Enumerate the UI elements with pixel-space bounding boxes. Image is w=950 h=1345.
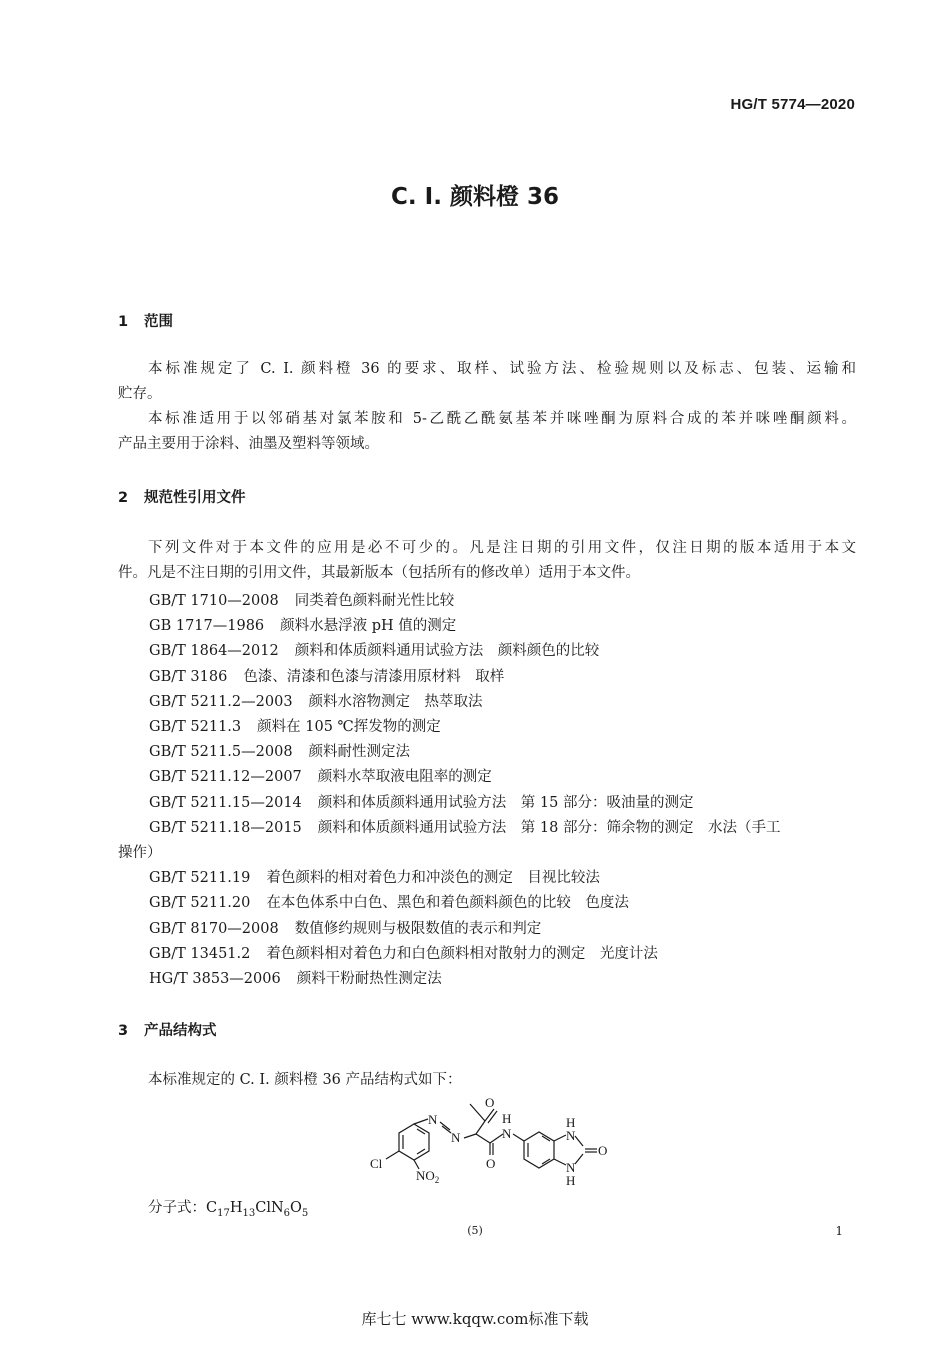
reference-item bbox=[118, 715, 863, 740]
reference-code: GB/T 5211.19 bbox=[149, 870, 251, 887]
reference-title: 数值修约规则与极限数值的表示和判定 bbox=[294, 920, 542, 937]
reference-item bbox=[118, 967, 863, 992]
reference-title: 着色颜料相对着色力和白色颜料相对散射力的测定 光度计法 bbox=[266, 945, 658, 962]
reference-item bbox=[118, 816, 863, 866]
reference-code: GB/T 5211.18—2015 bbox=[149, 819, 302, 836]
reference-code: GB/T 5211.3 bbox=[149, 719, 242, 736]
atom-h-bottom: H bbox=[566, 1173, 576, 1188]
reference-item bbox=[118, 791, 863, 816]
reference-code: GB/T 5211.20 bbox=[149, 895, 251, 912]
reference-item bbox=[118, 690, 863, 715]
page-number: 1 bbox=[835, 1224, 843, 1238]
section-2-number: 2 bbox=[118, 490, 129, 506]
formula-o-count: 5 bbox=[301, 1207, 309, 1219]
reference-item bbox=[118, 917, 863, 942]
reference-item bbox=[118, 665, 863, 690]
formula-n-count: 6 bbox=[283, 1207, 291, 1219]
reference-title: 色漆、清漆和色漆与清漆用原材料 取样 bbox=[243, 668, 505, 685]
reference-code: GB/T 1864—2012 bbox=[149, 643, 279, 660]
reference-code: GB/T 1710—2008 bbox=[149, 593, 279, 609]
atom-no2-label: NO bbox=[416, 1168, 435, 1183]
reference-title: 颜料干粉耐热性测定法 bbox=[296, 971, 442, 988]
formula-h-count: 13 bbox=[242, 1207, 256, 1219]
reference-code: GB/T 5211.2—2003 bbox=[149, 693, 293, 710]
scope-paragraph-1-line-2: 贮存。 bbox=[118, 386, 162, 402]
reference-title: 颜料和体质颜料通用试验方法 第 18 部分：筛余物的测定 水法（手工 bbox=[317, 819, 781, 836]
atom-n-azo-1: N bbox=[428, 1112, 438, 1127]
atom-cl: Cl bbox=[370, 1156, 383, 1171]
download-watermark: 库七七 www.kqqw.com标准下载 bbox=[361, 1310, 589, 1328]
reference-item bbox=[118, 942, 863, 967]
section-1-number: 1 bbox=[118, 314, 129, 330]
reference-item bbox=[118, 740, 863, 765]
structure-intro: 本标准规定的 C. I. 颜料橙 36 产品结构式如下： bbox=[148, 1072, 462, 1088]
formula-c: C bbox=[206, 1200, 218, 1216]
reference-title: 着色颜料的相对着色力和冲淡色的测定 目视比较法 bbox=[266, 870, 600, 887]
chemical-structure bbox=[352, 1092, 622, 1188]
normative-reference-list bbox=[118, 589, 863, 992]
atom-n-azo-2: N bbox=[451, 1130, 461, 1145]
reference-title: 在本色体系中白色、黑色和着色颜料颜色的比较 色度法 bbox=[266, 895, 629, 912]
section-3-title: 产品结构式 bbox=[144, 1023, 217, 1039]
reference-title: 颜料耐性测定法 bbox=[308, 744, 411, 761]
reference-title: 颜料和体质颜料通用试验方法 颜料颜色的比较 bbox=[294, 643, 600, 660]
reference-title: 颜料水悬浮液 pH 值的测定 bbox=[280, 618, 457, 635]
section-3-heading bbox=[118, 1019, 217, 1040]
formula-o: O bbox=[290, 1200, 302, 1216]
formula-c-count: 17 bbox=[217, 1207, 230, 1219]
atom-o-amide: O bbox=[486, 1156, 496, 1171]
section-2-title: 规范性引用文件 bbox=[144, 490, 246, 506]
reference-item bbox=[118, 765, 863, 790]
reference-code: GB/T 5211.15—2014 bbox=[149, 794, 302, 811]
reference-item bbox=[118, 639, 863, 664]
reference-title: 颜料水萃取液电阻率的测定 bbox=[317, 769, 492, 786]
scope-paragraph-1-line-1: 本标准规定了 C. I. 颜料橙 36 的要求、取样、试验方法、检验规则以及标志、包装、运输和 bbox=[148, 361, 856, 377]
reference-item bbox=[118, 891, 863, 916]
atom-no2 bbox=[416, 1168, 439, 1185]
reference-title-continuation: 操作） bbox=[118, 845, 162, 862]
reference-item bbox=[118, 614, 863, 639]
reference-title: 颜料水溶物测定 热萃取法 bbox=[308, 693, 483, 710]
molecular-formula bbox=[148, 1196, 308, 1219]
page-tag: (5) bbox=[467, 1224, 483, 1237]
scope-paragraph-2-line-1: 本标准适用于以邻硝基对氯苯胺和 5-乙酰乙酰氨基苯并咪唑酮为原料合成的苯并咪唑酮颜料。 bbox=[148, 411, 856, 427]
atom-n-amide: N bbox=[502, 1126, 512, 1141]
section-3-number: 3 bbox=[118, 1023, 129, 1039]
formula-h: H bbox=[229, 1200, 243, 1216]
scope-paragraph-2-line-2: 产品主要用于涂料、油墨及塑料等领域。 bbox=[118, 436, 379, 452]
section-2-heading bbox=[118, 486, 246, 507]
references-intro-line-1: 下列文件对于本文件的应用是必不可少的。凡是注日期的引用文件，仅注日期的版本适用于本文 bbox=[148, 540, 856, 556]
reference-item bbox=[118, 589, 863, 614]
formula-prefix: 分子式： bbox=[148, 1200, 206, 1216]
section-1-heading bbox=[118, 310, 173, 331]
section-1-title: 范围 bbox=[144, 314, 173, 330]
atom-h-top: H bbox=[566, 1115, 576, 1130]
reference-code: GB/T 3186 bbox=[149, 668, 228, 685]
document-title: C. I. 颜料橙 36 bbox=[391, 184, 559, 210]
reference-code: GB 1717—1986 bbox=[149, 618, 265, 635]
atom-h-amide: H bbox=[502, 1111, 512, 1126]
reference-title: 颜料和体质颜料通用试验方法 第 15 部分：吸油量的测定 bbox=[317, 794, 694, 811]
reference-item bbox=[118, 866, 863, 891]
reference-title: 同类着色颜料耐光性比较 bbox=[294, 593, 455, 609]
references-intro-line-2: 件。凡是不注日期的引用文件，其最新版本（包括所有的修改单）适用于本文件。 bbox=[118, 565, 640, 581]
standard-code: HG/T 5774—2020 bbox=[730, 96, 855, 113]
atom-o-ring: O bbox=[598, 1143, 608, 1158]
reference-code: GB/T 5211.5—2008 bbox=[149, 744, 293, 761]
atom-no2-subscript: 2 bbox=[434, 1175, 440, 1185]
atom-n-bottom: N bbox=[566, 1160, 576, 1175]
reference-code: HG/T 3853—2006 bbox=[149, 971, 281, 988]
reference-code: GB/T 5211.12—2007 bbox=[149, 769, 302, 786]
atom-n-top: N bbox=[566, 1128, 576, 1143]
reference-code: GB/T 8170—2008 bbox=[149, 920, 279, 937]
reference-title: 颜料在 105 ℃挥发物的测定 bbox=[257, 719, 441, 736]
formula-cln: ClN bbox=[255, 1200, 284, 1216]
reference-code: GB/T 13451.2 bbox=[149, 945, 251, 962]
atom-o-top: O bbox=[485, 1095, 495, 1110]
